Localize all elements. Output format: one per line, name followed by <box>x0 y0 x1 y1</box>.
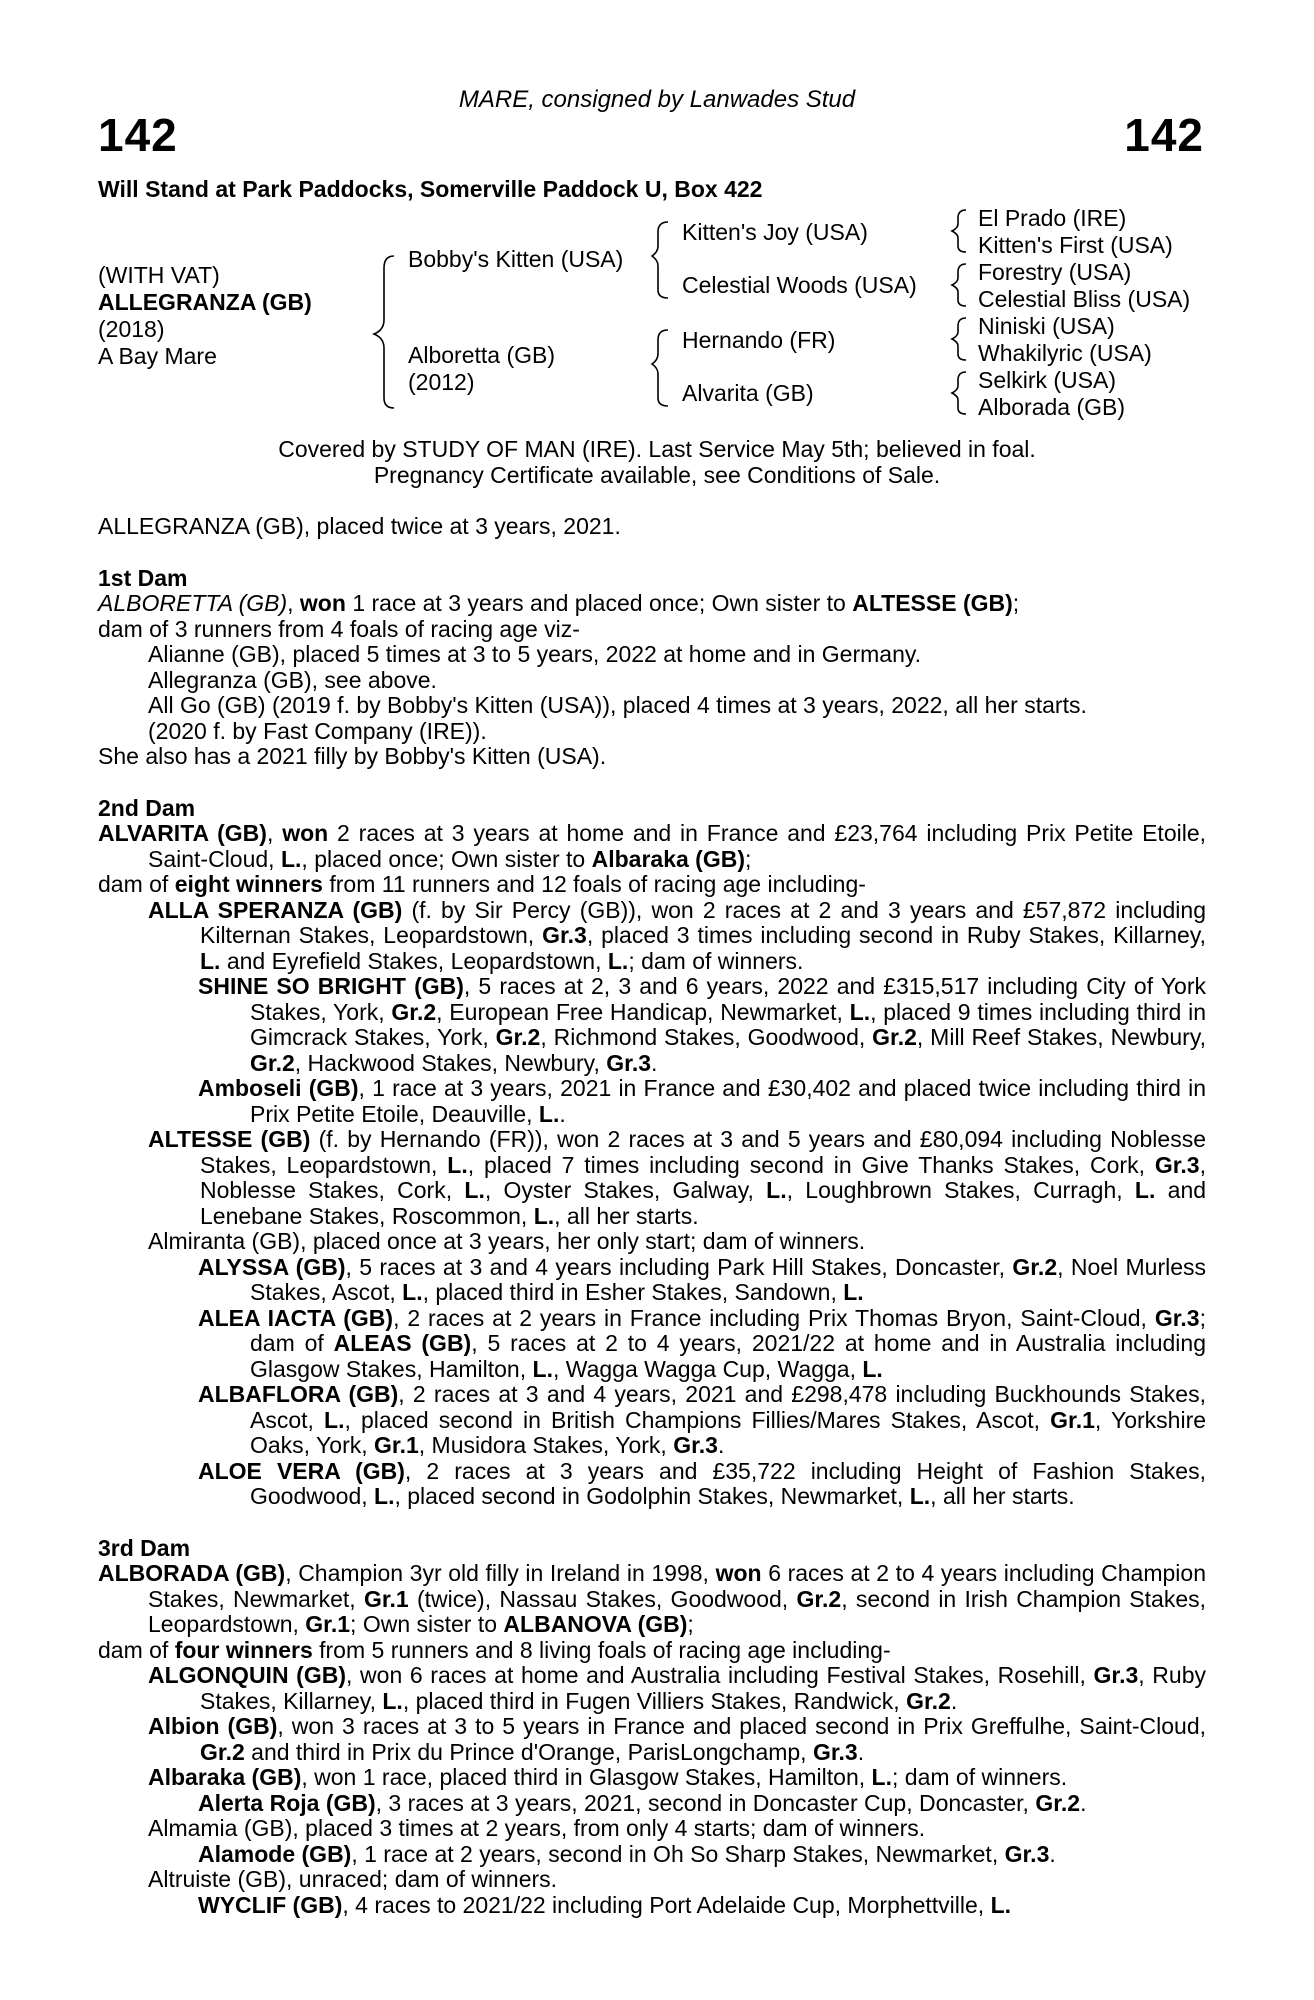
produce-algonquin: ALGONQUIN (GB), won 6 races at home and Australia including Festival Stakes, Rosehill, Gr.3, Ruby Stakes, Killarney, L., placed third in Fugen Villiers Stakes, Randwick, Gr.2. <box>148 1662 1207 1714</box>
produce-altesse: ALTESSE (GB) (f. by Hernando (FR)), won 2 races at 3 and 5 years and £80,094 including Noblesse Stakes, Leopardstown, L., placed 7 times including second in Give Thanks Stakes, Cork, Gr.3, Noblesse Stakes, Cork, L., Oyster Stakes, Galway, L., Loughbrown Stakes, Curragh, L. and Lenebane Stakes, Roscommon, L., all her starts. <box>148 1126 1207 1229</box>
produce-albion: Albion (GB), won 3 races at 3 to 5 years in France and placed second in Prix Greffulhe, Saint-Cloud, Gr.2 and third in Prix du Prince d'Orange, ParisLongchamp, Gr.3. <box>148 1713 1207 1765</box>
horse-description: A Bay Mare <box>98 343 217 369</box>
bracket-ggp-2 <box>952 264 966 306</box>
ggp-6: Whakilyric (USA) <box>978 340 1152 366</box>
produce-alyssa: ALYSSA (GB), 5 races at 3 and 4 years including Park Hill Stakes, Doncaster, Gr.2, Noel Murless Stakes, Ascot, L., placed third in Esher Stakes, Sandown, L. <box>198 1253 1207 1305</box>
bracket-dam-parents <box>652 330 668 406</box>
produce-albaflora: ALBAFLORA (GB), 2 races at 3 and 4 years, 2021 and £298,478 including Buckhounds Stakes, Ascot, L., placed second in British Champions Fillies/Mares Stakes, Ascot, Gr.1, Yorkshire Oaks, York, Gr.1, Musidora Stakes, York, Gr.3. <box>198 1381 1207 1458</box>
sire-dam: Celestial Woods (USA) <box>682 272 917 298</box>
covering-line-2: Pregnancy Certificate available, see Conditions of Sale. <box>373 462 941 488</box>
dam-year: (2012) <box>408 369 475 395</box>
stabling-line: Will Stand at Park Paddocks, Somerville Paddock U, Box 422 <box>98 176 763 202</box>
ggp-8: Alborada (GB) <box>978 394 1126 420</box>
dam: Alboretta (GB) <box>408 342 555 368</box>
covering-line-1: Covered by STUDY OF MAN (IRE). Last Service May 5th; believed in foal. <box>278 436 1036 462</box>
progeny-1: Alianne (GB), placed 5 times at 3 to 5 years, 2022 at home and in Germany. <box>148 641 922 667</box>
ggp-7: Selkirk (USA) <box>978 367 1117 393</box>
intro-line: ALLEGRANZA (GB), placed twice at 3 years, 2021. <box>98 513 621 539</box>
produce-alamode: Alamode (GB), 1 race at 2 years, second in Oh So Sharp Stakes, Newmarket, Gr.3. <box>198 1840 1056 1867</box>
catalogue-body <box>98 514 1206 1918</box>
produce-aloe-vera: ALOE VERA (GB), 2 races at 3 years and £35,722 including Height of Fashion Stakes, Goodwood, L., placed second in Godolphin Stakes, Newmarket, L., all her starts. <box>198 1457 1206 1509</box>
first-dam-dam-of: dam of 3 runners from 4 foals of racing age viz- <box>98 615 580 642</box>
first-dam-entry: ALBORETTA (GB), won 1 race at 3 years and placed once; Own sister to ALTESSE (GB); <box>98 590 1020 616</box>
second-dam-dam-of: dam of eight winners from 11 runners and 12 foals of racing age including- <box>98 871 866 897</box>
second-dam-entry: ALVARITA (GB), won 2 races at 3 years at home and in France and £23,764 including Prix Petite Etoile, Saint-Cloud, L., placed once; Own sister to Albaraka (GB); <box>98 820 1207 872</box>
lot-number-left: 142 <box>98 109 178 161</box>
progeny-3: All Go (GB) (2019 f. by Bobby's Kitten (USA)), placed 4 times at 3 years, 2022, all her starts. <box>148 692 1087 718</box>
bracket-parents <box>374 256 394 408</box>
produce-almamia: Almamia (GB), placed 3 times at 2 years, from only 4 starts; dam of winners. <box>148 1815 926 1841</box>
bracket-sire-parents <box>652 222 668 298</box>
ggp-1: El Prado (IRE) <box>978 205 1127 231</box>
produce-albaraka: Albaraka (GB), won 1 race, placed third in Glasgow Stakes, Hamilton, L.; dam of winners. <box>148 1764 1068 1790</box>
progeny-4: (2020 f. by Fast Company (IRE)). <box>148 717 487 744</box>
produce-alerta-roja: Alerta Roja (GB), 3 races at 3 years, 2021, second in Doncaster Cup, Doncaster, Gr.2. <box>198 1789 1087 1816</box>
bracket-ggp-4 <box>952 372 966 414</box>
ggp-3: Forestry (USA) <box>978 259 1132 285</box>
produce-alea-iacta: ALEA IACTA (GB), 2 races at 2 years in France including Prix Thomas Bryon, Saint-Cloud, Gr.3; dam of ALEAS (GB), 5 races at 2 to 4 years, 2021/22 at home and in Australia including Glasgow Stakes, Hamilton, L., Wagga Wagga Cup, Wagga, L. <box>198 1304 1206 1382</box>
third-dam-entry: ALBORADA (GB), Champion 3yr old filly in Ireland in 1998, won 6 races at 2 to 4 years including Champion Stakes, Newmarket, Gr.1 (twice), Nassau Stakes, Goodwood, Gr.2, second in Irish Champion Stakes, Leopardstown, Gr.1; Own sister to ALBANOVA (GB); <box>98 1560 1207 1637</box>
horse-year: (2018) <box>98 316 165 342</box>
ggp-2: Kitten's First (USA) <box>978 232 1173 258</box>
third-dam-dam-of: dam of four winners from 5 runners and 8 living foals of racing age including- <box>98 1636 891 1663</box>
dam-dam: Alvarita (GB) <box>682 380 814 406</box>
first-dam-also: She also has a 2021 filly by Bobby's Kitten (USA). <box>98 743 607 769</box>
vat-note: (WITH VAT) <box>98 262 220 288</box>
bracket-ggp-3 <box>952 318 966 360</box>
sire-sire: Kitten's Joy (USA) <box>682 219 868 245</box>
lot-number-right: 142 <box>1124 109 1204 161</box>
consignor-line: MARE, consigned by Lanwades Stud <box>458 86 856 113</box>
produce-shine-so-bright: SHINE SO BRIGHT (GB), 5 races at 2, 3 and 6 years, 2022 and £315,517 including City of York Stakes, York, Gr.2, European Free Handicap, Newmarket, L., placed 9 times including third in Gimcrack Stakes, York, Gr.2, Richmond Stakes, Goodwood, Gr.2, Mill Reef Stakes, Newbury, Gr.2, Hackwood Stakes, Newbury, Gr.3. <box>198 973 1207 1076</box>
horse-name: ALLEGRANZA (GB) <box>98 289 312 315</box>
third-dam-heading: 3rd Dam <box>98 1534 191 1561</box>
produce-almiranta: Almiranta (GB), placed once at 3 years, her only start; dam of winners. <box>148 1228 866 1254</box>
ggp-4: Celestial Bliss (USA) <box>978 286 1191 312</box>
progeny-2: Allegranza (GB), see above. <box>148 666 437 693</box>
produce-wyclif: WYCLIF (GB), 4 races to 2021/22 including Port Adelaide Cup, Morphettville, L. <box>198 1891 1012 1918</box>
ggp-5: Niniski (USA) <box>978 313 1115 339</box>
first-dam-heading: 1st Dam <box>98 564 188 591</box>
produce-alla-speranza: ALLA SPERANZA (GB) (f. by Sir Percy (GB)), won 2 races at 2 and 3 years and £57,872 including Kilternan Stakes, Leopardstown, Gr.3, placed 3 times including second in Ruby Stakes, Killarney, L. and Eyrefield Stakes, Leopardstown, L.; dam of winners. <box>148 896 1206 974</box>
bracket-ggp-1 <box>952 210 966 252</box>
second-dam-heading: 2nd Dam <box>98 794 196 821</box>
produce-altruiste: Altruiste (GB), unraced; dam of winners. <box>148 1866 558 1892</box>
sire: Bobby's Kitten (USA) <box>408 246 624 272</box>
produce-amboseli: Amboseli (GB), 1 race at 3 years, 2021 in France and £30,402 and placed twice including third in Prix Petite Etoile, Deauville, L.. <box>198 1075 1207 1127</box>
dam-sire: Hernando (FR) <box>682 327 836 353</box>
